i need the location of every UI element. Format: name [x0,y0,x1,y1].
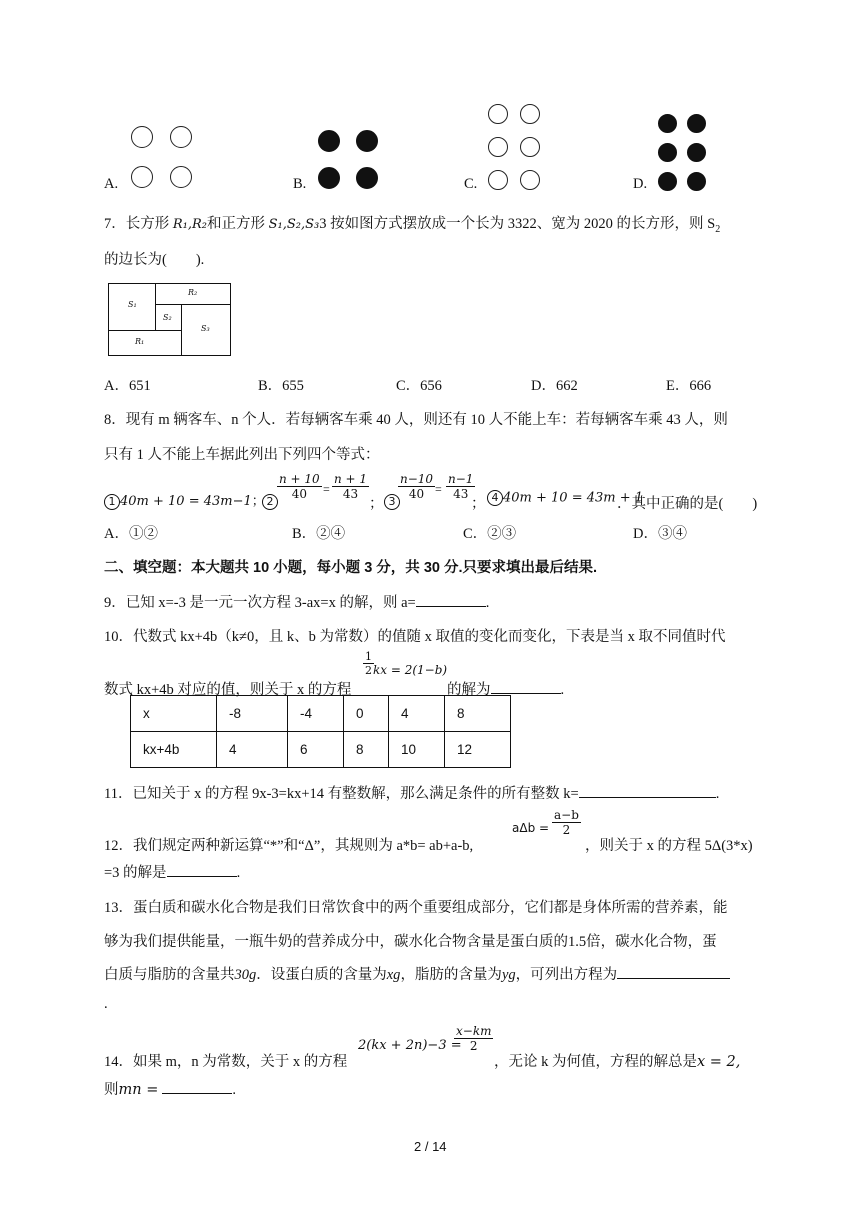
answer-blank[interactable] [162,1093,232,1094]
circled-one: 1 [104,494,120,510]
table-row [131,732,511,768]
q8-option-b: B．②④ [292,526,346,542]
q7-line1 [104,212,720,235]
table-cell: 4 [389,696,445,732]
q14-text: ，无论 k 为何值，方程的解总是 [494,1054,697,1070]
separator: ； [471,496,486,512]
q8-tail: ．其中正确的是( ) [617,496,758,512]
option-label: D. [633,176,648,192]
option-label: A. [104,176,119,192]
hollow-circle [520,170,540,190]
q13-line1: 13．蛋白质和碳水化合物是我们日常饮食中的两个重要组成部分，它们都是身体所需的营养素，能 [104,900,728,916]
numerator: n−10 [400,472,434,486]
math-value: 30g [234,967,257,983]
solid-circle [687,114,706,133]
circled-three: 3 [384,494,400,510]
solid-circle [658,143,677,162]
q9: 9．已知 x=-3 是一元一次方程 3-ax=x 的解，则 a= . [104,595,490,611]
label-s1: S₁ [128,300,137,309]
numerator: n−1 [448,472,474,486]
table-cell: kx+4b [131,732,217,768]
hollow-circle [520,137,540,157]
answer-blank[interactable] [579,797,716,798]
section-heading: 二、填空题：本大题共 10 小题，每小题 3 分，共 30 分.只要求填出最后结果. [104,560,598,576]
solid-circle [687,172,706,191]
q13-line4: . [104,996,108,1012]
table-cell: x [131,696,217,732]
q14-text: . [232,1082,236,1098]
value-table [130,695,511,768]
math-expression: mn = [118,1082,159,1098]
q7-option-d: D．662 [531,378,578,394]
rect-symbols: R₁,R₂ [172,217,208,232]
q8-line2: 只有 1 人不能上车据此列出下列四个等式： [104,447,380,463]
hollow-circle [131,126,153,148]
solid-circle [356,167,378,189]
q10-line2a: 数式 kx+4b 对应的值，则关于 x 的方程 [104,682,352,698]
page-number: 2 / 14 [414,1139,447,1154]
table-cell: -4 [288,696,344,732]
q9-text: 9．已知 x=-3 是一元一次方程 3-ax=x 的解，则 a= [104,595,416,611]
answer-blank[interactable] [416,606,486,607]
hollow-circle [488,104,508,124]
q13-text: ，脂肪的含量为 [400,967,502,983]
denominator: 40 [398,486,435,501]
q14-line2 [104,1078,236,1099]
label-s2: S₂ [163,313,172,322]
hollow-circle [488,137,508,157]
math-value: xg [386,967,401,983]
rectangle-r1 [108,330,182,356]
answer-blank[interactable] [491,693,561,694]
denominator: 43 [332,486,369,501]
equals-sign: = [323,482,330,496]
q8-option-d: D．③④ [633,526,687,542]
q12-line2: =3 的解是 . [104,865,241,881]
equation: 40m + 10 = 43m + 1 [503,490,644,506]
fraction [277,472,322,501]
q14-line1a: 14．如果 m，n 为常数，关于 x 的方程 [104,1054,348,1070]
q7-option-e: E．666 [666,378,712,394]
numerator: x−km [456,1024,492,1038]
hollow-circle [170,166,192,188]
equation: 40m + 10 = 43m−1 [120,494,252,509]
q13-text: 白质与脂肪的含量共 [104,967,235,983]
separator: ； [369,496,384,512]
table-cell: 4 [217,732,288,768]
fraction [398,472,435,501]
denominator: 43 [446,486,475,501]
equals-sign: = [435,482,442,496]
label-r1: R₁ [135,337,145,346]
solid-circle [318,130,340,152]
table-cell: 12 [445,732,511,768]
square-symbols: S₁,S₂,S₃ [268,217,320,232]
numerator: n + 1 [334,472,368,486]
denominator: 2 [454,1038,493,1053]
table-cell: 0 [344,696,389,732]
q12-line1b: ，则关于 x 的方程 5Δ(3*x) [585,838,753,854]
q14-text: 则 [104,1082,119,1098]
circled-four: 4 [487,490,503,506]
solid-circle [318,167,340,189]
label-s3: S₃ [201,324,210,333]
option-label: B. [293,176,307,192]
q7-line2: 的边长为( ). [104,252,205,268]
solid-circle [658,114,677,133]
question-number: 7． [104,216,126,232]
table-cell: -8 [217,696,288,732]
numerator: a−b [554,808,579,822]
q13-line3 [104,963,730,984]
hollow-circle [131,166,153,188]
math-value: yg [501,967,516,983]
q14-line1b [494,1050,740,1071]
numerator: 1 [365,650,372,663]
equation: kx = 2(1−b) [373,663,448,677]
q13-text: ．设蛋白质的含量为 [256,967,387,983]
q10-line2b: 的解为 . [447,682,565,698]
q13-line2: 够为我们提供能量，一瓶牛奶的营养成分中，碳水化合物含量是蛋白质的1.5倍，碳水化合物，蛋 [104,934,717,950]
answer-blank[interactable] [617,978,730,979]
circled-two: 2 [262,494,278,510]
q7-option-b: B．655 [258,378,304,394]
q10-text: 的解为 [447,682,491,698]
fraction [552,808,581,837]
solid-circle [356,130,378,152]
equation: 2(kx + 2n)−3 = [358,1038,462,1053]
q8-line1: 8．现有 m 辆客车、n 个人．若每辆客车乘 40 人，则还有 10 人不能上车：若每辆客车乘 43 人，则 [104,412,728,428]
q12-text: =3 的解是 [104,865,167,881]
table-cell: 8 [445,696,511,732]
denominator: 2 [365,664,372,677]
q8-eq1: 1 40m + 10 = 43m−1； [104,490,265,510]
q12-line1: 12．我们规定两种新运算“*”和“Δ”，其规则为 a*b= ab+a-b, [104,838,474,854]
subscript: 2 [715,223,721,235]
hollow-circle [520,104,540,124]
solid-circle [687,143,706,162]
label-r2: R₂ [188,288,198,297]
q10-line1: 10．代数式 kx+4b（k≠0，且 k、b 为常数）的值随 x 取值的变化而变化，下表是当 x 取不同值时代 [104,629,726,645]
table-cell: 8 [344,732,389,768]
solution: x = 2, [697,1054,741,1070]
q7-text: 和正方形 [207,216,266,232]
q8-option-c: C．②③ [463,526,517,542]
table-cell: 6 [288,732,344,768]
denominator: 2 [552,822,581,837]
q11: 11．已知关于 x 的方程 9x-3=kx+14 有整数解，那么满足条件的所有整数 k= . [104,786,720,802]
fraction [454,1024,493,1053]
denominator: 40 [277,486,322,501]
q7-text: 长方形 [125,216,170,232]
q7-option-c: C．656 [396,378,442,394]
q13-text: ，可列出方程为 [515,967,618,983]
operation-definition: aΔb = [512,821,550,835]
answer-blank[interactable] [167,876,237,877]
q7-option-a: A．651 [104,378,151,394]
hollow-circle [488,170,508,190]
solid-circle [658,172,677,191]
q8-option-a: A．①② [104,526,158,542]
numerator: n + 10 [279,472,320,486]
fraction [332,472,369,501]
q7-text: 3 按如图方式摆放成一个长为 3322、宽为 2020 的长方形，则 S [319,216,716,232]
table-row [131,696,511,732]
hollow-circle [170,126,192,148]
table-cell: 10 [389,732,445,768]
q11-text: 11．已知关于 x 的方程 9x-3=kx+14 有整数解，那么满足条件的所有整数 k= [104,786,579,802]
option-label: C. [464,176,478,192]
